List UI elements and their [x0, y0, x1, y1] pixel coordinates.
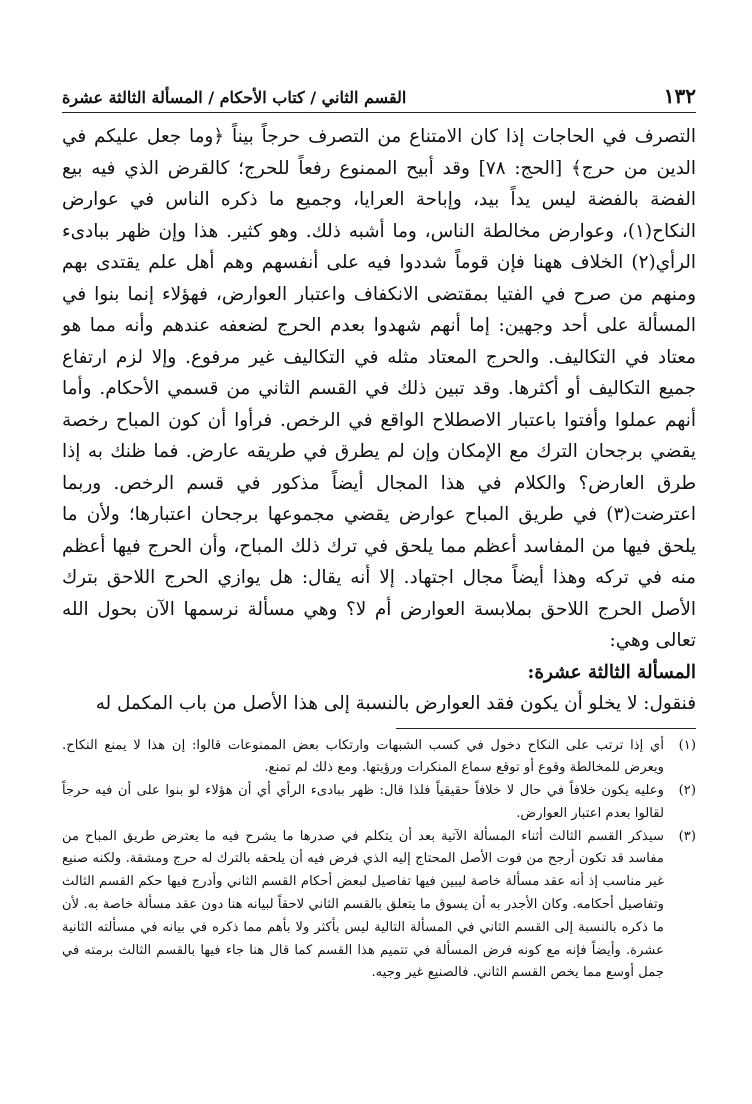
footnote-number: (٣) [678, 828, 696, 844]
running-header [62, 84, 696, 113]
footnote-text: سيذكر القسم الثالث أثناء المسألة الآتية بعد أن يتكلم في صدرها ما يشرح فيه ما يعترض طريق المباح من مفاسد قد تكون أرجح من فوت الأصل المحتاج إليه الذي فرض فيه أن يلحقه بالترك له حرج ومشقة. ولكنه صنيع غير مناسب إذ أنه عقد مسألة خاصة ليبين فيها تفاصيل لبعض أحكام القسم الثاني وأدرج فيها حكم القسم الثالث وتفاصيل أحكامه. وكان الأجدر به أن يسوق ما يتعلق بالقسم الثاني لاحقاً لبيانه هنا دون عقد مسألة خاصة به. لأن ما ذكره بالنسبة إلى القسم الثاني في المسألة التالية ليس بأكثر ولا بأهم مما ذكره في بيانه في مسألته الثانية عشرة. وأيضاً فإنه مع كونه فرض المسألة في تتميم هذا القسم كما قال هنا جاء فيها بالقسم الثالث برمته في جمل أوسع مما يخص القسم الثاني. فالصنيع غير وجيه. [62, 828, 664, 981]
page-number: ١٣٢ [663, 84, 696, 108]
footnote-number: (٢) [678, 783, 696, 799]
footnotes [62, 735, 696, 986]
main-text [62, 121, 696, 720]
footnote [62, 826, 696, 986]
footnote-separator [396, 728, 696, 729]
footnote-text: أي إذا ترتب على النكاح دخول في كسب الشبهات وارتكاب بعض الممنوعات قالوا: إن هذا لا يمنع النكاح. ويعرض للمخالطة وقوع أو توقع سماع المنكرات ورؤيتها. ومع ذلك لم تمنع. [62, 737, 664, 776]
running-header-title: القسم الثاني / كتاب الأحكام / المسألة الثالثة عشرة [62, 88, 407, 107]
footnote-number: (١) [678, 737, 696, 753]
body-paragraph: التصرف في الحاجات إذا كان الامتناع من التصرف حرجاً بيناً ﴿وما جعل عليكم في الدين من حرج﴾ [الحج: ٧٨] وقد أبيح الممنوع رفعاً للحرج؛ كالقرض الذي فيه بيع الفضة بالفضة ليس يداً بيد، وإباحة العرايا، وجميع ما ذكره الناس في عوارض النكاح(١)، وعوارض مخالطة الناس، وما أشبه ذلك. وهو كثير. هذا وإن ظهر ببادىء الرأي(٢) الخلاف ههنا فإن قوماً شددوا فيه على أنفسهم وهم أهل علم يقتدى بهم ومنهم من صرح في الفتيا بمقتضى الانكفاف واعتبار العوارض، فهؤلاء إنما بنوا في المسألة على أحد وجهين: إما أنهم شهدوا بعدم الحرج لضعفه عندهم وأنه مما هو معتاد في التكاليف. والحرج المعتاد مثله في التكاليف غير مرفوع. وإلا لزم ارتفاع جميع التكاليف أو أكثرها. وقد تبين ذلك في القسم الثاني من قسمي الأحكام. وأما أنهم عملوا وأفتوا باعتبار الاصطلاح الواقع في الرخص. فرأوا أن كون المباح رخصة يقضي برجحان الترك مع الإمكان وإن لم يطرق في طريقه عارض. فما ظنك به إذا طرق العارض؟ والكلام في هذا المجال أيضاً مذكور في قسم الرخص. وربما اعترضت(٣) في طريق المباح عوارض يقضي مجموعها برجحان اعتبارها؛ ولأن ما يلحق فيها من المفاسد أعظم مما يلحق في ترك ذلك المباح، وأن الحرج فيها أعظم منه في تركه وهذا أيضاً مجال اجتهاد. إلا أنه يقال: هل يوازي الحرج اللاحق بترك الأصل الحرج اللاحق بملابسة العوارض أم لا؟ وهي مسألة نرسمها الآن بحول الله تعالى وهي: [62, 126, 696, 651]
footnote [62, 780, 696, 826]
footnote [62, 735, 696, 781]
footnote-text: وعليه يكون خلافاً في حال لا خلافاً حقيقياً فلذا قال: ظهر ببادىء الرأي أي أن هؤلاء لو بنوا على أن فيه حرجاً لقالوا بعدم اعتبار العوارض. [62, 783, 664, 821]
body-paragraph: فنقول: لا يخلو أن يكون فقد العوارض بالنسبة إلى هذا الأصل من باب المكمل له [95, 693, 696, 714]
book-page [62, 84, 696, 985]
section-heading: المسألة الثالثة عشرة: [527, 661, 696, 683]
